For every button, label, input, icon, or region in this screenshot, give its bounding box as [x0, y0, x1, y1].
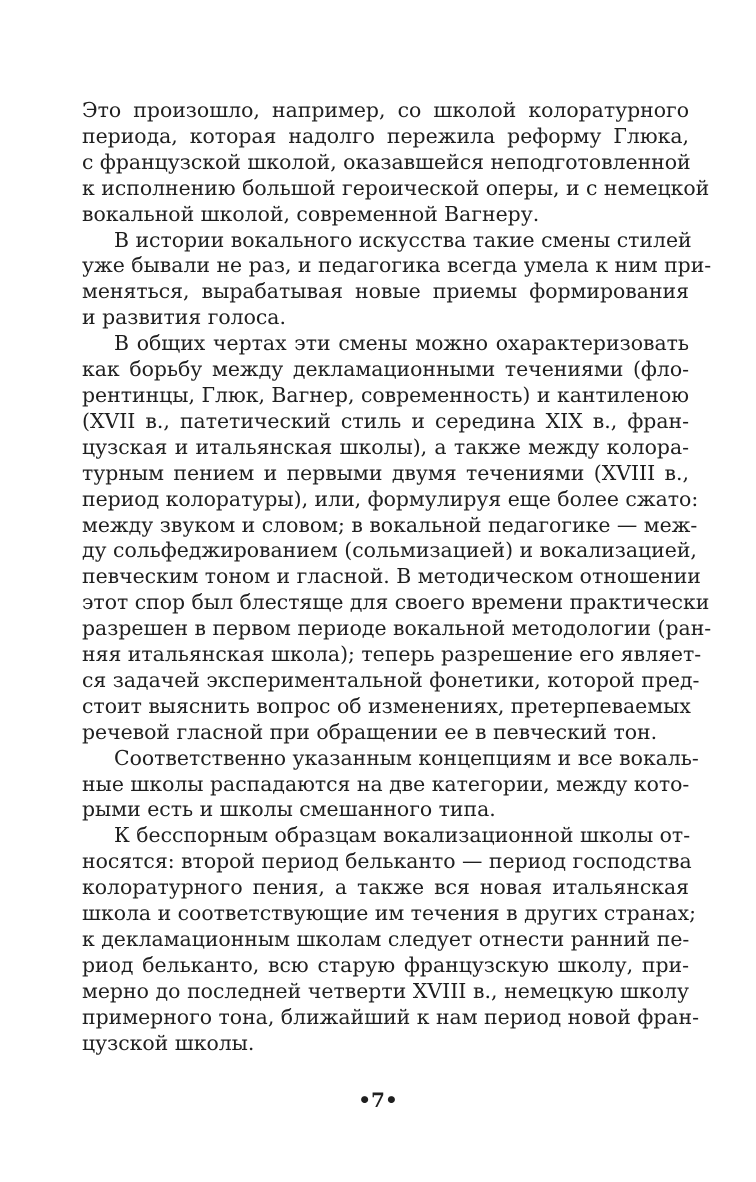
- text-line: речевой гласной при обращении ее в певческий тон.: [82, 719, 658, 744]
- paragraph: [82, 823, 700, 1056]
- text-line: рентинцы, Глюк, Вагнер, современность) и кантиленою: [82, 382, 689, 407]
- text-line: носятся: второй период бельканто — период господства: [82, 849, 692, 874]
- text-line: В общих чертах эти смены можно охарактеризовать: [114, 331, 689, 356]
- text-line: как борьбу между декламационными течениями (фло-: [82, 357, 689, 382]
- paragraph: [82, 98, 710, 228]
- text-line: уже бывали не раз, и педагогика всегда умела к ним при-: [82, 253, 712, 278]
- text-line: периода, которая надолго пережила реформу Глюка,: [82, 123, 689, 148]
- text-line: и развития голоса.: [82, 305, 286, 330]
- text-line: цузской школы.: [82, 1030, 255, 1055]
- text-line: ду сольфеджированием (сольмизацией) и вокализацией,: [82, 538, 697, 563]
- page-number: •7•: [358, 1088, 398, 1112]
- text-line: вокальной школой, современной Вагнеру.: [82, 201, 540, 226]
- text-line: (XVII в., патетический стиль и середина XIX в., фран-: [82, 408, 689, 433]
- text-line: няя итальянская школа); теперь разрешение его являет-: [82, 642, 702, 667]
- text-line: меняться, вырабатывая новые приемы формирования: [82, 279, 689, 304]
- text-line: риод бельканто, всю старую французскую школу, при-: [82, 952, 689, 977]
- text-line: период колоратуры), или, формулируя еще более сжато:: [82, 486, 699, 511]
- page-text-block: [82, 98, 712, 1057]
- text-line: Соответственно указанным концепциям и все вокаль-: [114, 745, 699, 770]
- text-line: певческим тоном и гласной. В методическом отношении: [82, 564, 701, 589]
- text-line: школа и соответствующие им течения в других странах;: [82, 901, 696, 926]
- text-line: мерно до последней четверти XVIII в., немецкую школу: [82, 978, 689, 1003]
- text-line: цузская и итальянская школы), а также между колора-: [82, 434, 689, 459]
- text-line: этот спор был блестяще для своего времени практически: [82, 590, 710, 615]
- paragraph: [82, 745, 699, 824]
- text-line: рыми есть и школы смешанного типа.: [82, 797, 496, 822]
- paragraph: [82, 331, 712, 746]
- text-line: В истории вокального искусства такие смены стилей: [114, 227, 692, 252]
- paragraph: [82, 227, 712, 332]
- text-line: Это произошло, например, со школой колоратурного: [82, 98, 689, 122]
- text-line: турным пением и первыми двумя течениями (XVIII в.,: [82, 460, 689, 485]
- text-line: к декламационным школам следует отнести ранний пе-: [82, 927, 690, 951]
- text-line: колоратурного пения, а также вся новая итальянская: [82, 875, 689, 900]
- text-line: разрешен в первом периоде вокальной методологии (ран-: [82, 616, 712, 641]
- text-line: к исполнению большой героической оперы, и с немецкой: [82, 175, 710, 200]
- text-line: стоит выяснить вопрос об изменениях, претерпеваемых: [82, 693, 691, 718]
- text-line: ся задачей экспериментальной фонетики, которой пред-: [82, 667, 700, 692]
- text-line: К бесспорным образцам вокализационной школы от-: [114, 823, 691, 848]
- text-line: между звуком и словом; в вокальной педагогике — меж-: [82, 512, 698, 537]
- text-line: ные школы распадаются на две категории, между кото-: [82, 771, 690, 796]
- text-line: с французской школой, оказавшейся неподготовленной: [82, 149, 691, 174]
- text-line: примерного тона, ближайший к нам период новой фран-: [82, 1004, 700, 1029]
